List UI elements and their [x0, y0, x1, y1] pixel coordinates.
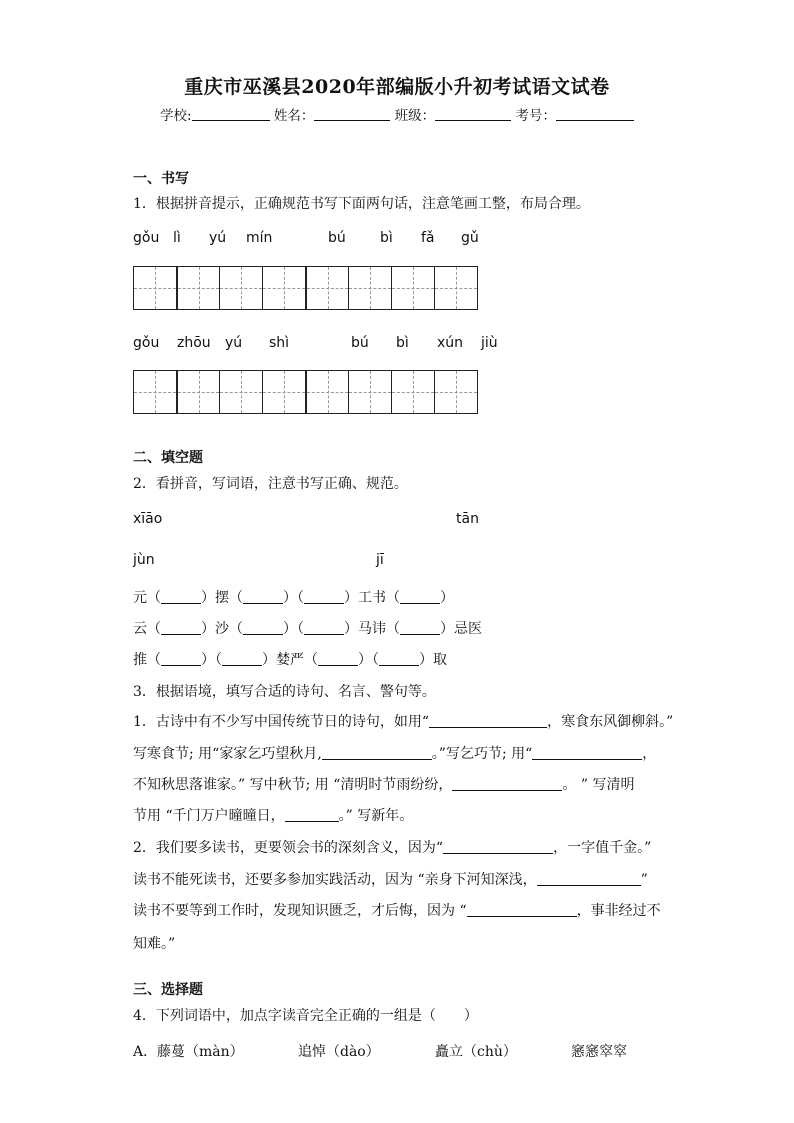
word-fill-text: ）（: [283, 621, 304, 637]
answer-blank[interactable]: [304, 589, 344, 604]
question-4-text: 4．下列词语中，加点字读音完全正确的一组是（ ）: [133, 1008, 478, 1024]
grid-cell[interactable]: [305, 370, 349, 414]
word-fill-text: ）: [440, 590, 454, 606]
word-fill-text: ）取: [419, 652, 447, 668]
grid-cell[interactable]: [434, 266, 478, 310]
option-a-item-3: 矗立（chù）: [435, 1044, 517, 1060]
answer-blank[interactable]: [400, 620, 440, 635]
word-fill-text: 云（: [133, 621, 161, 637]
writing-grid-row-1[interactable]: [133, 266, 478, 310]
answer-blank[interactable]: [429, 713, 547, 728]
number-blank[interactable]: [556, 107, 634, 121]
option-a-item-4: 窸窸窣窣: [571, 1044, 627, 1060]
grid-cell[interactable]: [348, 266, 392, 310]
student-info-line: [0, 104, 794, 124]
q3-para-2-line-2: [133, 871, 648, 887]
grid-cell[interactable]: [133, 370, 177, 414]
section-heading-writing: 一、书写: [133, 171, 189, 187]
grid-cell[interactable]: [262, 370, 306, 414]
pinyin-row-2-word-7: xún: [437, 335, 464, 351]
grid-cell[interactable]: [176, 370, 220, 414]
answer-blank[interactable]: [243, 589, 283, 604]
q3-para-1-line-2: [133, 745, 656, 761]
writing-grid-row-2[interactable]: [133, 370, 478, 414]
grid-cell[interactable]: [305, 266, 349, 310]
word-fill-text: ）婪严（: [262, 652, 318, 668]
word-fill-text: ）摆（: [201, 590, 243, 606]
pinyin-row-1-word-6: bì: [380, 230, 393, 246]
answer-blank[interactable]: [318, 651, 358, 666]
pinyin-row-2-word-8: jiù: [481, 335, 498, 351]
class-label: 班级：: [394, 108, 436, 124]
answer-blank[interactable]: [537, 871, 641, 886]
pinyin-row-2-word-5: bú: [351, 335, 369, 351]
q3-para-1-line-3: [133, 776, 634, 792]
q3-text: 2．我们要多读书，更要领会书的深刻含义，因为“: [133, 840, 444, 856]
q3-text: 读书不要等到工作时，发现知识匮乏，才后悔，因为 “: [133, 903, 467, 919]
number-label: 考号：: [515, 108, 556, 124]
question-3-text: 3．根据语境，填写合适的诗句、名言、警句等。: [133, 684, 436, 700]
pinyin-ji: jī: [376, 552, 384, 568]
word-fill-row-1: [133, 589, 454, 605]
grid-cell[interactable]: [434, 370, 478, 414]
pinyin-row-1-word-3: yú: [209, 230, 227, 246]
school-label: 学校:: [160, 108, 192, 124]
name-label: 姓名：: [273, 108, 315, 124]
question-1-text: 1．根据拼音提示，正确规范书写下面两句话，注意笔画工整，布局合理。: [133, 196, 590, 212]
pinyin-row-1-word-8: gǔ: [461, 230, 479, 246]
q3-text: ”: [640, 872, 648, 888]
answer-blank[interactable]: [443, 839, 553, 854]
q3-text: ，: [642, 746, 657, 762]
answer-blank[interactable]: [322, 745, 432, 760]
answer-blank[interactable]: [400, 589, 440, 604]
answer-blank[interactable]: [243, 620, 283, 635]
q3-text: 1．古诗中有不少写中国传统节日的诗句，如用“: [133, 714, 430, 730]
pinyin-row-1-word-2: lì: [173, 230, 181, 246]
pinyin-row-2-word-2: zhōu: [177, 335, 211, 351]
q3-para-1-line-4: [133, 807, 413, 823]
option-a-item-2: 追悼（dào）: [298, 1044, 380, 1060]
grid-cell[interactable]: [133, 266, 177, 310]
pinyin-row-1-word-4: mín: [246, 230, 273, 246]
grid-cell[interactable]: [348, 370, 392, 414]
q3-text: ，一字值千金。”: [553, 840, 652, 856]
q3-text: 读书不能死读书，还要多参加实践活动，因为 “亲身下河知深浅，: [133, 872, 537, 888]
answer-blank[interactable]: [304, 620, 344, 635]
q3-para-2-line-4: 知难。”: [133, 936, 176, 952]
q3-text: 。 ” 写清明: [562, 777, 635, 793]
pinyin-row-2-word-4: shì: [269, 335, 290, 351]
q3-text: ，事非经过不: [576, 903, 661, 919]
option-a-item-1: 藤蔓（màn）: [157, 1044, 244, 1060]
grid-cell[interactable]: [176, 266, 220, 310]
q3-para-1-line-1: [133, 713, 673, 729]
section-heading-fill-in: 二、填空题: [133, 450, 203, 466]
q3-text: 。” 写新年。: [338, 808, 414, 824]
pinyin-xiao: xīāo: [133, 511, 163, 527]
answer-blank[interactable]: [161, 620, 201, 635]
word-fill-text: ）工书（: [344, 590, 400, 606]
option-a-label[interactable]: A．: [133, 1044, 158, 1060]
q3-para-2-line-1: [133, 839, 651, 855]
pinyin-tan: tān: [456, 511, 479, 527]
pinyin-jun: jùn: [133, 552, 155, 568]
q3-text: 写寒食节; 用“家家乞巧望秋月,: [133, 746, 322, 762]
page-title: 重庆市巫溪县2020年部编版小升初考试语文试卷: [184, 76, 610, 98]
answer-blank[interactable]: [452, 776, 562, 791]
pinyin-row-2-word-1: gǒu: [133, 335, 160, 351]
q3-para-2-line-3: [133, 902, 661, 918]
pinyin-row-2-word-6: bì: [396, 335, 409, 351]
answer-blank[interactable]: [285, 807, 339, 822]
q3-text: ，寒食东风御柳斜。”: [547, 714, 674, 730]
pinyin-row-1-word-1: gǒu: [133, 230, 160, 246]
word-fill-text: 元（: [133, 590, 161, 606]
word-fill-text: ）（: [283, 590, 304, 606]
section-heading-choice: 三、选择题: [133, 982, 203, 998]
class-blank[interactable]: [435, 107, 511, 121]
word-fill-text: ）忌医: [440, 621, 482, 637]
word-fill-row-2: [133, 620, 482, 636]
question-2-text: 2．看拼音，写词语，注意书写正确、规范。: [133, 476, 408, 492]
grid-cell[interactable]: [219, 370, 263, 414]
word-fill-text: ）（: [358, 652, 379, 668]
pinyin-row-1-word-7: fǎ: [421, 230, 435, 246]
pinyin-row-1-word-5: bú: [328, 230, 346, 246]
name-blank[interactable]: [314, 107, 390, 121]
school-blank[interactable]: [192, 107, 270, 121]
q3-text: 节用 “千门万户曈曈日，: [133, 808, 285, 824]
word-fill-text: ）沙（: [201, 621, 243, 637]
answer-blank[interactable]: [467, 902, 577, 917]
word-fill-text: ）马讳（: [344, 621, 400, 637]
word-fill-text: 推（: [133, 652, 161, 668]
pinyin-row-2-word-3: yú: [225, 335, 243, 351]
grid-cell[interactable]: [391, 370, 435, 414]
word-fill-row-3: [133, 651, 447, 667]
word-fill-text: ）（: [201, 652, 222, 668]
answer-blank[interactable]: [379, 651, 419, 666]
grid-cell[interactable]: [219, 266, 263, 310]
answer-blank[interactable]: [161, 589, 201, 604]
answer-blank[interactable]: [222, 651, 262, 666]
answer-blank[interactable]: [532, 745, 642, 760]
grid-cell[interactable]: [391, 266, 435, 310]
grid-cell[interactable]: [262, 266, 306, 310]
answer-blank[interactable]: [161, 651, 201, 666]
q3-text: 不知秋思落谁家。” 写中秋节; 用 “清明时节雨纷纷，: [133, 777, 453, 793]
q3-text: 。”写乞巧节; 用“: [431, 746, 533, 762]
